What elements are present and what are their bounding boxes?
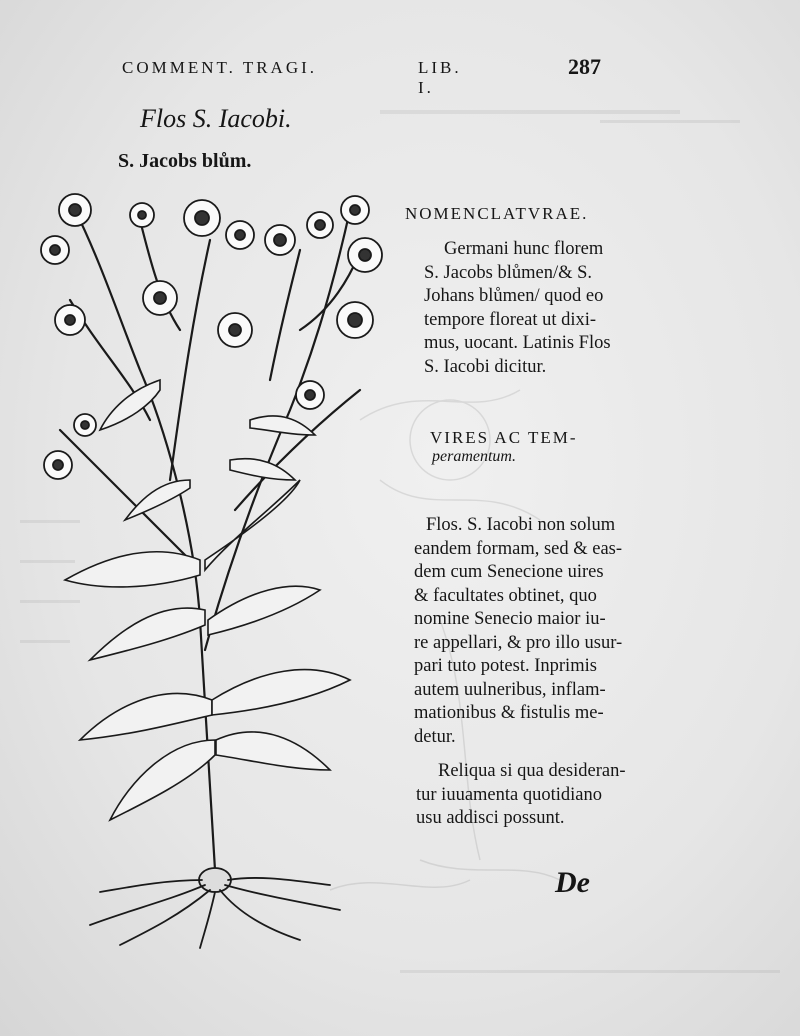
- nomenclature-heading: NOMENCLATVRAE.: [405, 204, 589, 223]
- nomenclature-line: S. Jacobs blůmen/& S.: [424, 262, 593, 283]
- vires-heading-tail: peramentum.: [432, 448, 516, 465]
- reliqua-line: tur iuuamenta quotidiano: [416, 784, 602, 805]
- vires-line: Flos. S. Iacobi non solum: [426, 515, 616, 535]
- vires-line: detur.: [414, 726, 456, 747]
- vires-line: autem uulneribus, inflam-: [414, 679, 606, 700]
- nomenclature-line: mus, uocant. Latinis Flos: [424, 333, 611, 353]
- reliqua-line: usu addisci possunt.: [416, 808, 565, 828]
- running-head-left: COMMENT. TRAGI.: [122, 58, 318, 77]
- nomenclature-line: S. Iacobi dicitur.: [424, 356, 547, 377]
- vires-line: eandem formam, sed & eas-: [414, 538, 623, 559]
- nomenclature-line: Johans blůmen/ quod eo: [424, 286, 604, 306]
- running-head-right: LIB. I.: [418, 58, 462, 97]
- vires-heading: [430, 428, 578, 466]
- nomenclature-line: tempore floreat ut dixi-: [424, 309, 597, 330]
- vires-line: dem cum Senecione uires: [414, 562, 604, 582]
- vires-line: re appellari, & pro illo usur-: [414, 632, 623, 653]
- plant-title-latin: Flos S. Iacobi.: [140, 104, 292, 133]
- vires-line: nomine Senecio maior iu-: [414, 609, 606, 629]
- vires-line: mationibus & fistulis me-: [414, 703, 604, 723]
- running-head: [122, 58, 462, 97]
- page-number: 287: [568, 54, 601, 79]
- nomenclature-line: Germani hunc florem: [444, 239, 604, 259]
- reliqua-line: Reliqua si qua desideran-: [438, 761, 626, 781]
- vires-line: pari tuto potest. Inprimis: [414, 656, 597, 676]
- vires-text: [414, 514, 622, 749]
- reliqua-text: [416, 760, 626, 831]
- nomenclature-text: [424, 238, 611, 379]
- vires-heading-main: VIRES AC TEM-: [430, 428, 578, 447]
- vires-line: & facultates obtinet, quo: [414, 585, 597, 606]
- catchword: De: [555, 866, 590, 899]
- plant-title-german: S. Jacobs blům.: [118, 150, 252, 172]
- woodcut-flowering-plant-icon: [30, 180, 390, 950]
